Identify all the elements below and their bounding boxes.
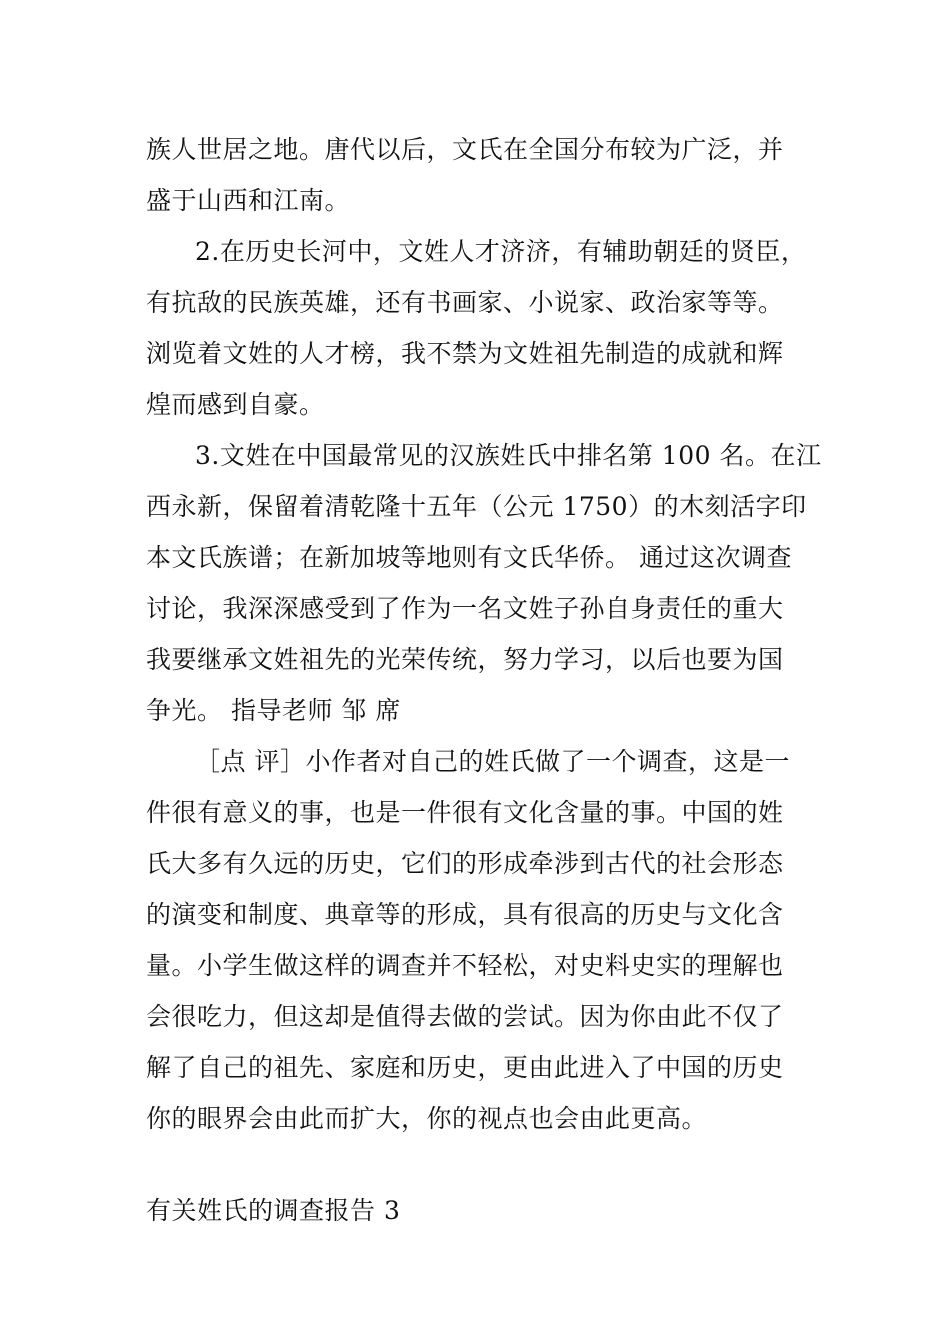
text-line: 3.文姓在中国最常见的汉族姓氏中排名第 100 名。在江 <box>195 441 822 470</box>
text-line: 会很吃力，但这却是值得去做的尝试。因为你由此不仅了 <box>146 1002 784 1031</box>
text-line: 你的眼界会由此而扩大，你的视点也会由此更高。 <box>146 1104 708 1133</box>
text-line: 氏大多有久远的历史，它们的形成牵涉到古代的社会形态 <box>146 849 784 878</box>
text-line: 本文氏族谱；在新加坡等地则有文氏华侨。 通过这次调查 <box>146 543 792 572</box>
text-line: 量。小学生做这样的调查并不轻松，对史料史实的理解也 <box>146 951 784 980</box>
text-line: 浏览着文姓的人才榜，我不禁为文姓祖先制造的成就和辉 <box>146 339 784 368</box>
section-heading: 有关姓氏的调查报告 3 <box>146 1196 401 1225</box>
text-line: 我要继承文姓祖先的光荣传统，努力学习，以后也要为国 <box>146 645 784 674</box>
text-line: 解了自己的祖先、家庭和历史，更由此进入了中国的历史 <box>146 1053 784 1082</box>
text-line: 2.在历史长河中，文姓人才济济，有辅助朝廷的贤臣， <box>195 237 807 266</box>
text-line: 争光。 指导老师 邹 席 <box>146 696 401 725</box>
text-line: 讨论，我深深感受到了作为一名文姓子孙自身责任的重大 <box>146 594 784 623</box>
text-line: 煌而感到自豪。 <box>146 390 325 419</box>
text-line: 盛于山西和江南。 <box>146 186 351 215</box>
text-line: 的演变和制度、典章等的形成，具有很高的历史与文化含 <box>146 900 784 929</box>
text-line: 有抗敌的民族英雄，还有书画家、小说家、政治家等等。 <box>146 288 784 317</box>
text-line: 件很有意义的事，也是一件很有文化含量的事。中国的姓 <box>146 798 784 827</box>
text-line: ［点 评］小作者对自己的姓氏做了一个调查，这是一 <box>195 747 790 776</box>
text-line: 族人世居之地。唐代以后，文氏在全国分布较为广泛，并 <box>146 135 784 164</box>
text-line: 西永新，保留着清乾隆十五年（公元 1750）的木刻活字印 <box>146 492 807 521</box>
